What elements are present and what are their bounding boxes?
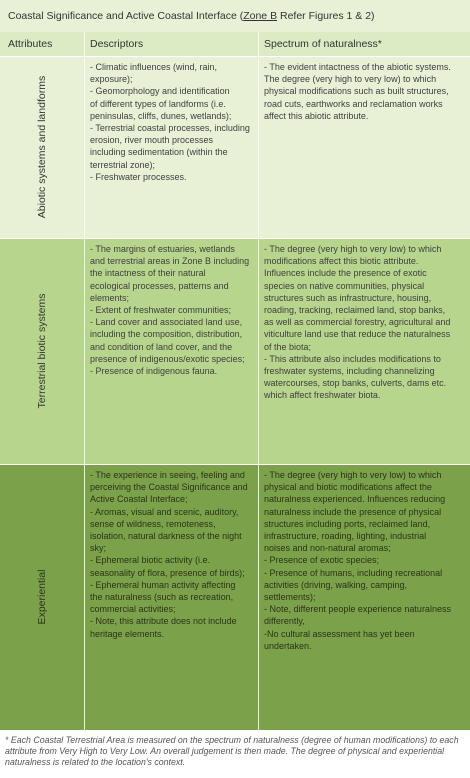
descriptors-cell	[84, 464, 258, 730]
footnote: * Each Coastal Terrestrial Area is measured on the spectrum of naturalness (degree of human modifications) to each attribute from Very High to Very Low. An overall judgement is then made. The degree of physical and experiential naturalness is related to the location's context.	[5, 735, 459, 768]
spectrum-text: - The degree (very high to very low) to which modifications affect this biotic attribute. Influences include the presence of exotic species on native communities, physical structures such as infrastructure, housing, roading, tracking, reclaimed land, stop banks, as well as commercial forestry, agricultural and viticulture land use that reduce the naturalness of the biota; - This attribute also includes modifications to freshwater systems, including channelizing watercourses, stop banks, culverts, dams etc. which affect freshwater biota.	[264, 244, 451, 401]
descriptors-cell	[84, 238, 258, 464]
column-header-descriptors: Descriptors	[84, 32, 258, 56]
column-divider	[84, 32, 85, 730]
attribute-label: Terrestrial biotic systems	[36, 293, 48, 409]
title-prefix: Coastal Significance and Active Coastal Interface (	[8, 10, 244, 22]
divider	[0, 56, 470, 57]
attribute-cell	[0, 464, 84, 730]
attribute-label: Abiotic systems and landforms	[36, 75, 48, 219]
descriptors-text: - The margins of estuaries, wetlands and terrestrial areas in Zone B including the intactness of their natural ecological processes, patterns and elements; - Extent of freshwater communities; - Land cover and associated land use, including the composition, distribution, and condition of land cover, and the presence of indigenous/exotic species; - Presence of indigenous fauna.	[90, 244, 250, 377]
spectrum-cell	[258, 464, 470, 730]
column-header-spectrum: Spectrum of naturalness*	[258, 32, 470, 56]
attribute-label: Experiential	[36, 569, 48, 625]
divider	[0, 238, 470, 239]
title-zone-link: Zone B	[243, 10, 278, 22]
table-row-biotic	[0, 238, 470, 464]
column-divider	[258, 32, 259, 730]
table-row-abiotic	[0, 56, 470, 238]
spectrum-text: - The degree (very high to very low) to which physical and biotic modifications affect the naturalness experienced. Influences reducing naturalness include the presence of physical structures including ports, reclaimed land, infrastructure, roading, lighting, industrial noises and non-natural aromas; - Presence of exotic species; - Presence of humans, including recreational activities (driving, walking, camping, settlements); - Note, different people experience naturalness differently, -No cultural assessment has yet been undertaken.	[264, 470, 451, 651]
spectrum-cell	[258, 56, 470, 238]
descriptors-text: - Climatic influences (wind, rain, exposure); - Geomorphology and identification of different types of landforms (i.e. peninsulas, cliffs, dunes, wetlands); - Terrestrial coastal processes, including erosion, river mouth processes including sedimentation (within the terrestrial zone); - Freshwater processes.	[90, 62, 250, 182]
table-title	[0, 0, 470, 32]
title-suffix: Refer Figures 1 & 2)	[277, 10, 375, 22]
attribute-cell	[0, 56, 84, 238]
attribute-cell	[0, 238, 84, 464]
column-header-attributes: Attributes	[0, 32, 84, 56]
table-row-experiential	[0, 464, 470, 730]
divider	[0, 464, 470, 465]
spectrum-text: - The evident intactness of the abiotic systems. The degree (very high to very low) to which physical modifications such as built structures, road cuts, earthworks and reclamation works affect this abiotic attribute.	[264, 62, 451, 121]
descriptors-cell	[84, 56, 258, 238]
descriptors-text: - The experience in seeing, feeling and perceiving the Coastal Significance and Active Coastal Interface; - Aromas, visual and scenic, auditory, sense of wildness, remoteness, isolation, natural darkness of the night sky; - Ephemeral biotic activity (i.e. seasonality of flora, presence of birds); - Ephemeral human activity affecting the naturalness (such as recreation, commercial activities; - Note, this attribute does not include heritage elements.	[90, 470, 248, 639]
spectrum-cell	[258, 238, 470, 464]
